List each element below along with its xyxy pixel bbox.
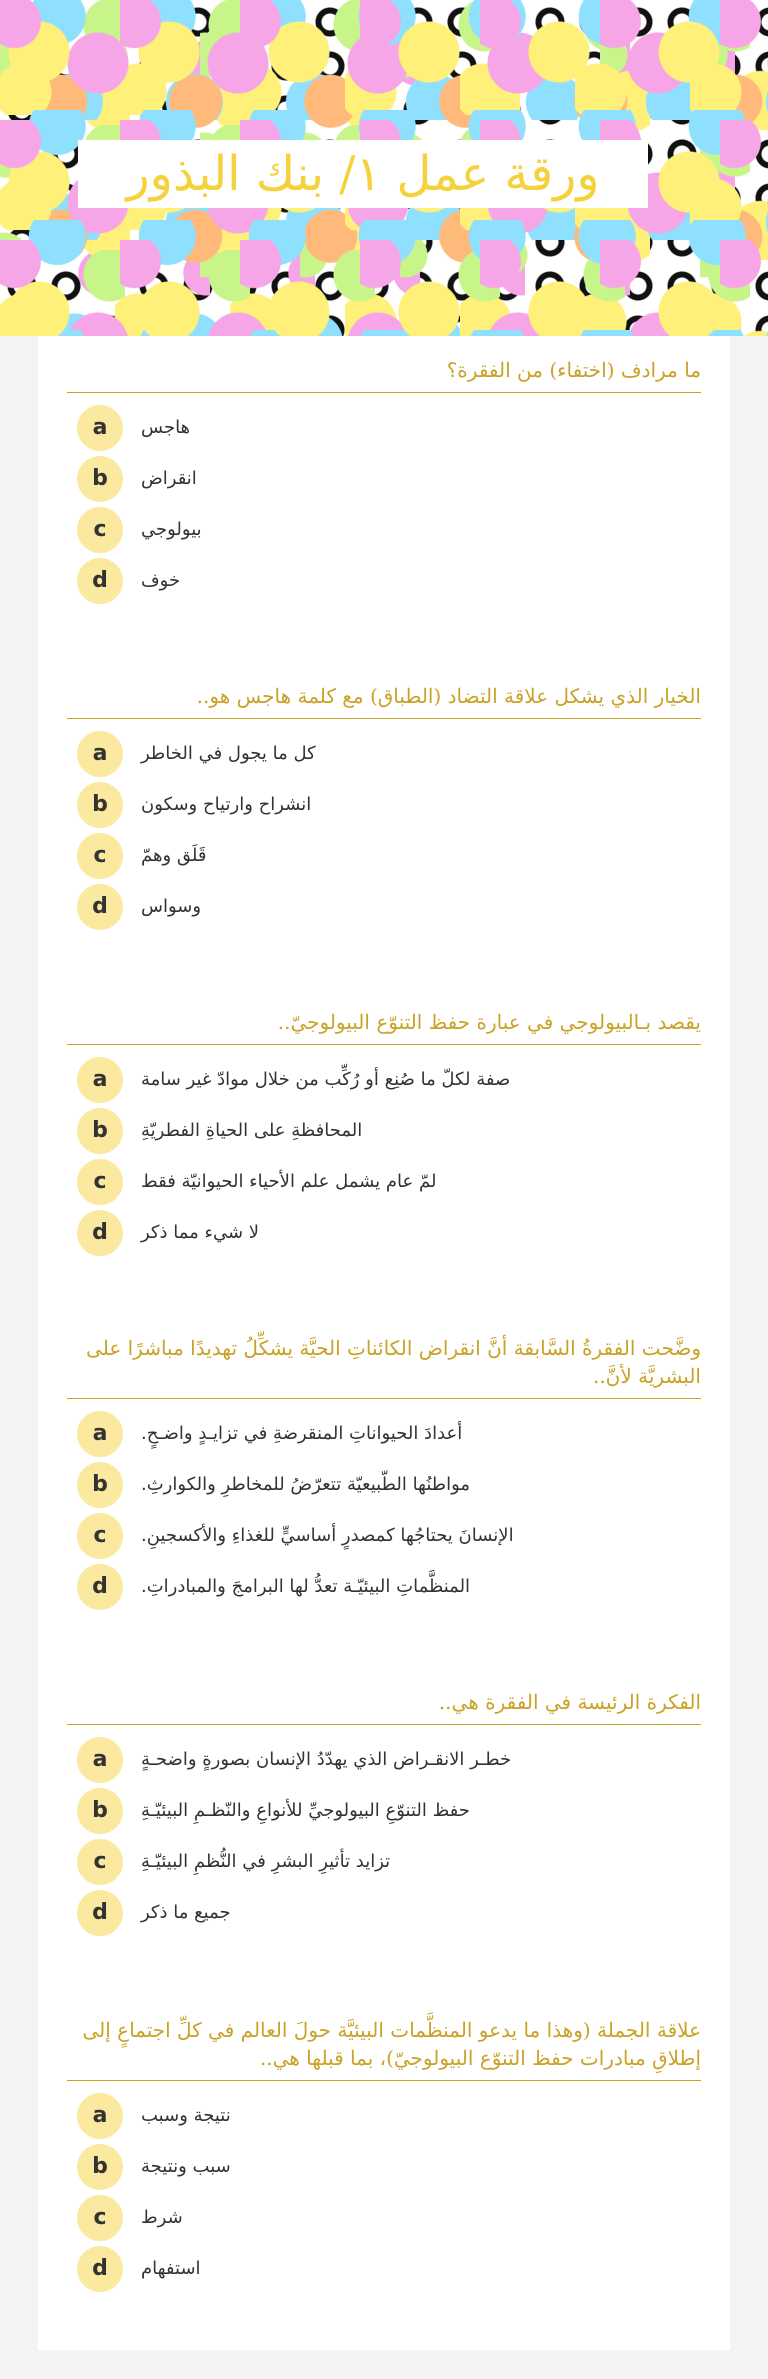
question-text: ما مرادف (اختفاء) من الفقرة؟ [67, 356, 701, 393]
option-a[interactable] [67, 1737, 701, 1781]
option-label: لا شيء مما ذكر [141, 1222, 260, 1243]
question-text: الخيار الذي يشكل علاقة التضاد (الطباق) مع كلمة هاجس هو.. [67, 682, 701, 719]
option-label: حفظ التنوّعِ البيولوجيِّ للأنواعِ والنّظـمِ البيئيّـةِ [141, 1800, 470, 1821]
option-label: هاجس [141, 417, 191, 438]
option-letter: b [77, 782, 123, 828]
option-b[interactable] [67, 782, 701, 826]
option-letter: c [77, 1513, 123, 1559]
option-label: المحافظةِ على الحياةِ الفطريّةِ [141, 1120, 363, 1141]
option-d[interactable] [67, 558, 701, 602]
option-label: أعدادَ الحيواناتِ المنقرضةِ في تزايـدٍ واضـحٍ. [141, 1423, 463, 1444]
option-b[interactable] [67, 1462, 701, 1506]
option-label: مواطنُها الطّبيعيّة تتعرّضُ للمخاطرِ والكوارثِ. [141, 1474, 471, 1495]
option-letter: a [77, 1411, 123, 1457]
question-text: الفكرة الرئيسة في الفقرة هي.. [67, 1688, 701, 1725]
option-b[interactable] [67, 1788, 701, 1832]
option-label: الإنسانَ يحتاجُها كمصدرٍ أساسيٍّ للغذاءِ والأكسجينِ. [141, 1525, 514, 1546]
option-letter: c [77, 1839, 123, 1885]
option-label: شرط [141, 2207, 183, 2228]
option-label: تزايد تأثيرِ البشرِ في النُّظمِ البيئيّـةِ [141, 1851, 391, 1872]
option-letter: d [77, 2246, 123, 2292]
option-letter: c [77, 2195, 123, 2241]
option-d[interactable] [67, 1890, 701, 1934]
option-letter: b [77, 1462, 123, 1508]
option-label: انشراح وارتياح وسكون [141, 794, 312, 815]
option-letter: b [77, 1108, 123, 1154]
option-label: كل ما يجول في الخاطر [141, 743, 316, 764]
option-d[interactable] [67, 2246, 701, 2290]
option-a[interactable] [67, 405, 701, 449]
option-d[interactable] [67, 1210, 701, 1254]
header-banner [0, 0, 768, 336]
option-label: قَلَق وهمّ [141, 845, 207, 866]
worksheet-card [38, 336, 730, 2350]
option-label: صفة لكلّ ما صُنِع أو رُكِّب من خلال موادّ غير سامة [141, 1069, 511, 1090]
option-letter: d [77, 1890, 123, 1936]
option-a[interactable] [67, 1411, 701, 1455]
option-letter: a [77, 1057, 123, 1103]
question-5 [67, 1688, 701, 1925]
option-label: سبب ونتيجة [141, 2156, 231, 2177]
option-letter: b [77, 2144, 123, 2190]
option-letter: c [77, 1159, 123, 1205]
question-6 [67, 2016, 701, 2281]
option-a[interactable] [67, 731, 701, 775]
option-letter: b [77, 1788, 123, 1834]
question-3 [67, 1008, 701, 1245]
option-label: المنظَّماتِ البيئيّـة تعدُّ لها البرامجَ والمبادراتِ. [141, 1576, 471, 1597]
option-label: خوف [141, 570, 181, 591]
option-letter: c [77, 507, 123, 553]
option-letter: a [77, 731, 123, 777]
option-a[interactable] [67, 1057, 701, 1101]
page-title: ورقة عمل ١/ بنك البذور [78, 140, 648, 208]
option-letter: a [77, 405, 123, 451]
option-letter: d [77, 884, 123, 930]
question-text: علاقة الجملة (وهذا ما يدعو المنظَّمات البيئيَّة حولَ العالم في كلِّ اجتماعٍ إلى إطلاقِ مبادرات حفظ التنوّع البيولوجيّ)، بما قبلها هي.. [67, 2016, 701, 2081]
option-label: خطـر الانقـراض الذي يهدّدُ الإنسان بصورةٍ واضحـةٍ [141, 1749, 512, 1770]
option-letter: d [77, 558, 123, 604]
option-label: انقراض [141, 468, 197, 489]
question-text: يقصد بـالبيولوجي في عبارة حفظ التنوّع البيولوجيّ.. [67, 1008, 701, 1045]
question-2 [67, 682, 701, 919]
option-b[interactable] [67, 456, 701, 500]
question-1 [67, 356, 701, 593]
option-label: بيولوجي [141, 519, 202, 540]
option-letter: d [77, 1564, 123, 1610]
option-c[interactable] [67, 1839, 701, 1883]
option-label: نتيجة وسبب [141, 2105, 231, 2126]
question-4 [67, 1334, 701, 1599]
option-letter: a [77, 2093, 123, 2139]
option-letter: d [77, 1210, 123, 1256]
option-d[interactable] [67, 1564, 701, 1608]
question-text: وضَّحت الفقرةُ السَّابقة أنَّ انقراض الكائناتِ الحيَّة يشكِّلُ تهديدًا مباشرًا على البشريَّة لأنَّ.. [67, 1334, 701, 1399]
option-c[interactable] [67, 833, 701, 877]
option-letter: c [77, 833, 123, 879]
option-a[interactable] [67, 2093, 701, 2137]
option-b[interactable] [67, 1108, 701, 1152]
option-letter: b [77, 456, 123, 502]
option-d[interactable] [67, 884, 701, 928]
option-c[interactable] [67, 1513, 701, 1557]
option-c[interactable] [67, 2195, 701, 2239]
option-b[interactable] [67, 2144, 701, 2188]
option-letter: a [77, 1737, 123, 1783]
option-label: لمّ عام يشمل علم الأحياء الحيوانيّة فقط [141, 1171, 437, 1192]
option-label: استفهام [141, 2258, 201, 2279]
option-c[interactable] [67, 1159, 701, 1203]
option-c[interactable] [67, 507, 701, 551]
option-label: جميع ما ذكر [141, 1902, 231, 1923]
option-label: وسواس [141, 896, 202, 917]
